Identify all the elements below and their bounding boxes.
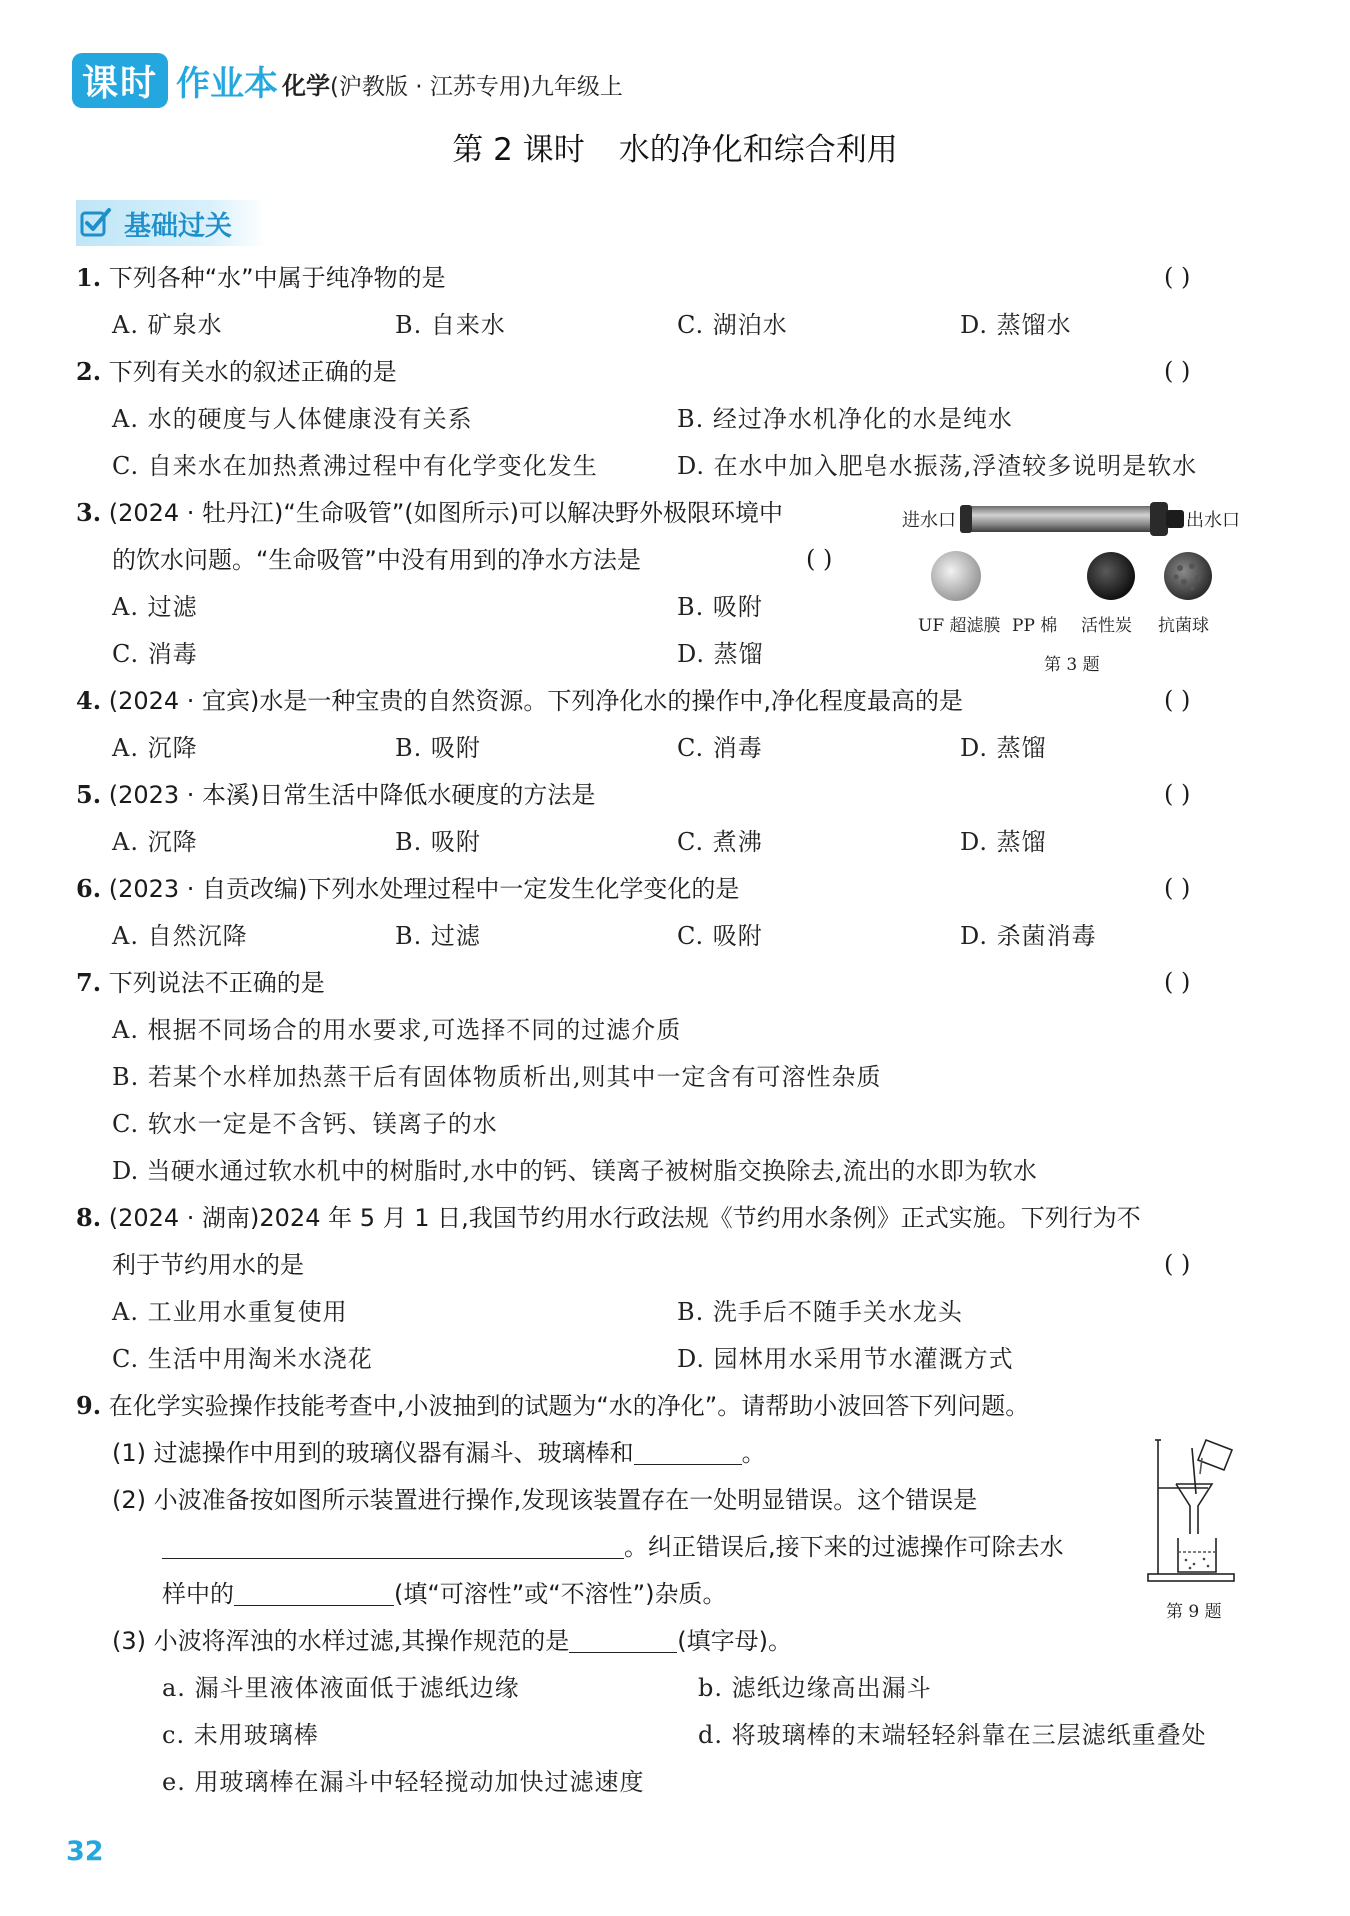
subquestion-text: (填“可溶性”或“不溶性”)杂质。 — [394, 1580, 727, 1608]
question-number: 4. — [76, 686, 102, 715]
book-info — [282, 66, 623, 101]
question-text: (2024 · 牡丹江)“生命吸管”(如图所示)可以解决野外极限环境中 — [108, 499, 783, 527]
figure-caption: 第 3 题 — [1044, 655, 1100, 675]
question-text: 利于节约用水的是 — [112, 1251, 304, 1279]
subquestion-text: (1) 过滤操作中用到的玻璃仪器有漏斗、玻璃棒和 — [112, 1439, 634, 1467]
subquestion-2: (2) 小波准备按如图所示装置进行操作,发现该装置存在一处明显错误。这个错误是 — [112, 1486, 978, 1514]
option: C. 煮沸 — [677, 828, 763, 856]
question-number: 6. — [76, 874, 102, 903]
edition: (沪教版 · 江苏专用)九年级上 — [330, 74, 623, 100]
question-number: 5. — [76, 780, 102, 809]
lesson-number: 第 2 课时 — [452, 132, 585, 168]
question-text: (2023 · 本溪)日常生活中降低水硬度的方法是 — [108, 781, 596, 809]
lesson-name: 水的净化和综合利用 — [618, 132, 898, 168]
answer-parentheses: ( ) — [1164, 968, 1191, 996]
option: A. 工业用水重复使用 — [112, 1298, 348, 1326]
option: A. 沉降 — [112, 828, 198, 856]
subquestion-text: 样中的 — [162, 1580, 234, 1608]
question-6 — [76, 874, 739, 904]
option: D. 当硬水通过软水机中的树脂时,水中的钙、镁离子被树脂交换除去,流出的水即为软水 — [112, 1157, 1038, 1185]
option: B. 经过净水机净化的水是纯水 — [677, 405, 1013, 433]
option: A. 水的硬度与人体健康没有关系 — [112, 405, 473, 433]
option: D. 杀菌消毒 — [960, 922, 1097, 950]
question-2 — [76, 357, 397, 387]
option: D. 蒸馏 — [960, 828, 1047, 856]
subquestion-3 — [112, 1626, 792, 1656]
figure-label: 活性炭 — [1081, 616, 1132, 636]
uf-membrane-icon — [931, 551, 981, 601]
antibacterial-ball-icon — [1164, 552, 1212, 600]
filtration-apparatus-figure — [1146, 1434, 1238, 1584]
question-3 — [76, 498, 783, 528]
option: C. 消毒 — [677, 734, 763, 762]
option: B. 自来水 — [395, 311, 506, 339]
checkbox-icon — [78, 205, 114, 241]
option: B. 吸附 — [395, 828, 481, 856]
question-7 — [76, 968, 325, 998]
figure-label: 抗菌球 — [1158, 616, 1209, 636]
option: D. 蒸馏水 — [960, 311, 1072, 339]
question-text: 下列说法不正确的是 — [108, 969, 325, 997]
page-number: 32 — [66, 1836, 104, 1867]
inlet-label: 进水口 — [902, 510, 956, 531]
option: A. 沉降 — [112, 734, 198, 762]
option: B. 若某个水样加热蒸干后有固体物质析出,则其中一定含有可溶性杂质 — [112, 1063, 882, 1091]
option: C. 吸附 — [677, 922, 763, 950]
question-number: 3. — [76, 498, 102, 527]
subquestion-text: (3) 小波将浑浊的水样过滤,其操作规范的是 — [112, 1627, 570, 1655]
outlet-label: 出水口 — [1186, 510, 1240, 531]
question-number: 7. — [76, 968, 102, 997]
subquestion-2-cont — [162, 1532, 1064, 1562]
question-text: 下列各种“水”中属于纯净物的是 — [108, 264, 446, 292]
answer-parentheses: ( ) — [1164, 1250, 1191, 1278]
subquestion-text: 。 — [741, 1439, 766, 1467]
question-8 — [76, 1203, 1141, 1233]
question-number: 9. — [76, 1391, 102, 1420]
section-heading — [76, 200, 266, 246]
option: a. 漏斗里液体液面低于滤纸边缘 — [162, 1674, 520, 1702]
question-number: 2. — [76, 357, 102, 386]
question-text: (2024 · 宜宾)水是一种宝贵的自然资源。下列净化水的操作中,净化程度最高的是 — [108, 687, 964, 715]
option: A. 自然沉降 — [112, 922, 248, 950]
pp-cotton-icon — [1024, 554, 1048, 598]
option: B. 过滤 — [395, 922, 481, 950]
answer-parentheses: ( ) — [806, 545, 833, 573]
subquestion-1 — [112, 1438, 766, 1468]
option: A. 过滤 — [112, 593, 198, 621]
question-text: (2023 · 自贡改编)下列水处理过程中一定发生化学变化的是 — [108, 875, 740, 903]
option: e. 用玻璃棒在漏斗中轻轻搅动加快过滤速度 — [162, 1768, 645, 1796]
lesson-title — [0, 124, 1350, 169]
question-4 — [76, 686, 963, 716]
option: C. 湖泊水 — [677, 311, 788, 339]
brand-logo — [72, 54, 278, 106]
subquestion-text: (填字母)。 — [677, 1627, 792, 1655]
question-5 — [76, 780, 595, 810]
option: b. 滤纸边缘高出漏斗 — [698, 1674, 932, 1702]
life-straw-figure — [960, 496, 1186, 542]
option: B. 吸附 — [677, 593, 763, 621]
option: D. 蒸馏 — [960, 734, 1047, 762]
question-number: 1. — [76, 263, 102, 292]
answer-parentheses: ( ) — [1164, 263, 1191, 291]
subquestion-text: 。纠正错误后,接下来的过滤操作可除去水 — [624, 1533, 1064, 1561]
brand-name: 作业本 — [176, 63, 279, 104]
option: B. 洗手后不随手关水龙头 — [677, 1298, 963, 1326]
question-number: 8. — [76, 1203, 102, 1232]
answer-parentheses: ( ) — [1164, 780, 1191, 808]
option: A. 矿泉水 — [112, 311, 223, 339]
answer-parentheses: ( ) — [1164, 686, 1191, 714]
answer-blank[interactable] — [634, 1440, 742, 1465]
figure-caption: 第 9 题 — [1166, 1602, 1222, 1622]
brand-badge: 课时 — [72, 53, 168, 108]
question-text: 下列有关水的叙述正确的是 — [108, 358, 397, 386]
answer-blank[interactable] — [162, 1534, 624, 1559]
activated-carbon-icon — [1087, 552, 1135, 600]
figure-label: PP 棉 — [1012, 616, 1058, 636]
question-text: 在化学实验操作技能考查中,小波抽到的试题为“水的净化”。请帮助小波回答下列问题。 — [108, 1392, 1030, 1420]
option: C. 自来水在加热煮沸过程中有化学变化发生 — [112, 452, 598, 480]
option: C. 生活中用淘米水浇花 — [112, 1345, 373, 1373]
option: C. 消毒 — [112, 640, 198, 668]
option: d. 将玻璃棒的末端轻轻斜靠在三层滤纸重叠处 — [698, 1721, 1207, 1749]
option: c. 未用玻璃棒 — [162, 1721, 319, 1749]
option: C. 软水一定是不含钙、镁离子的水 — [112, 1110, 498, 1138]
question-9 — [76, 1391, 1029, 1421]
option: D. 蒸馏 — [677, 640, 764, 668]
question-text: 的饮水问题。“生命吸管”中没有用到的净水方法是 — [112, 546, 641, 574]
question-1 — [76, 263, 446, 293]
answer-parentheses: ( ) — [1164, 357, 1191, 385]
option: B. 吸附 — [395, 734, 481, 762]
question-text: (2024 · 湖南)2024 年 5 月 1 日,我国节约用水行政法规《节约用水条例》正式实施。下列行为不 — [108, 1204, 1141, 1232]
option: A. 根据不同场合的用水要求,可选择不同的过滤介质 — [112, 1016, 682, 1044]
answer-blank[interactable] — [569, 1628, 677, 1653]
option: D. 在水中加入肥皂水振荡,浮渣较多说明是软水 — [677, 452, 1198, 480]
subject: 化学 — [282, 72, 330, 100]
option: D. 园林用水采用节水灌溉方式 — [677, 1345, 1014, 1373]
answer-parentheses: ( ) — [1164, 874, 1191, 902]
subquestion-2-cont — [162, 1579, 726, 1609]
filter-materials-figure — [926, 548, 1216, 604]
answer-blank[interactable] — [234, 1581, 394, 1606]
section-title: 基础过关 — [124, 210, 232, 242]
figure-label: UF 超滤膜 — [918, 616, 1001, 636]
